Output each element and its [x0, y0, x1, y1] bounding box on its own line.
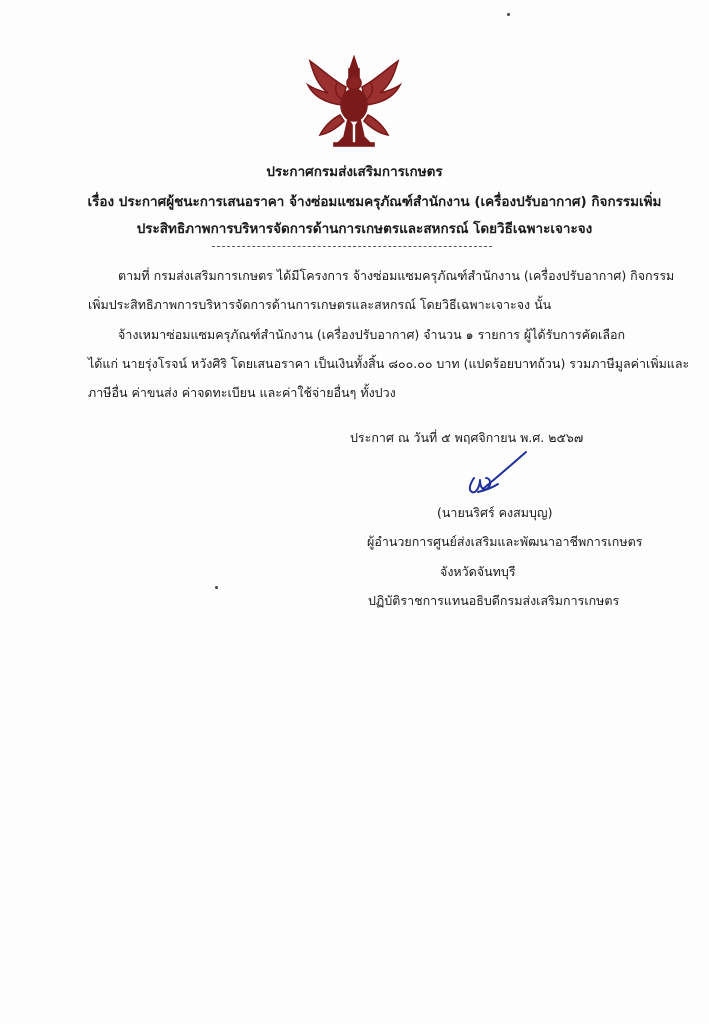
- handwritten-signature: [456, 448, 536, 500]
- announcement-title: ประกาศกรมส่งเสริมการเกษตร: [266, 164, 443, 180]
- body-paragraph-2-line-3: ภาษีอื่น ค่าขนส่ง ค่าจดทะเบียน และค่าใช้จ่ายอื่นๆ ทั้งปวง: [88, 385, 396, 400]
- body-paragraph-1-line-2: เพิ่มประสิทธิภาพการบริหารจัดการด้านการเกษตรและสหกรณ์ โดยวิธีเฉพาะเจาะจง นั้น: [88, 297, 552, 312]
- announcement-date: ประกาศ ณ วันที่ ๕ พฤศจิกายน พ.ศ. ๒๕๖๗: [350, 430, 584, 445]
- signatory-position-line-1: ผู้อำนวยการศูนย์ส่งเสริมและพัฒนาอาชีพการเกษตร: [367, 534, 643, 549]
- subject-line-2: ประสิทธิภาพการบริหารจัดการด้านการเกษตรและสหกรณ์ โดยวิธีเฉพาะเจาะจง: [136, 221, 593, 237]
- signatory-position-line-3: ปฏิบัติราชการแทนอธิบดีกรมส่งเสริมการเกษตร: [368, 593, 620, 608]
- dashed-divider: [212, 246, 492, 247]
- body-paragraph-2-line-1: จ้างเหมาซ่อมแซมครุภัณฑ์สำนักงาน (เครื่องปรับอากาศ) จำนวน ๑ รายการ ผู้ได้รับการคัดเลือก: [118, 327, 626, 342]
- scan-speck: [507, 13, 510, 16]
- scan-speck: [215, 586, 218, 589]
- signatory-position-line-2: จังหวัดจันทบุรี: [440, 564, 516, 579]
- signatory-name: (นายนริศร์ คงสมบุญ): [437, 505, 553, 520]
- body-paragraph-2-line-2: ได้แก่ นายรุ่งโรจน์ หวังศิริ โดยเสนอราคา เป็นเงินทั้งสิ้น ๘๐๐.๐๐ บาท (แปดร้อยบาทถ้วน) รวมภาษีมูลค่าเพิ่มและ: [88, 356, 690, 371]
- body-paragraph-1-line-1: ตามที่ กรมส่งเสริมการเกษตร ได้มีโครงการ จ้างซ่อมแซมครุภัณฑ์สำนักงาน (เครื่องปรับอากาศ) กิจกรรม: [118, 268, 675, 283]
- subject-line-1: เรื่อง ประกาศผู้ชนะการเสนอราคา จ้างซ่อมแซมครุภัณฑ์สำนักงาน (เครื่องปรับอากาศ) กิจกรรมเพิ่ม: [87, 194, 662, 210]
- garuda-emblem-icon: [304, 55, 404, 147]
